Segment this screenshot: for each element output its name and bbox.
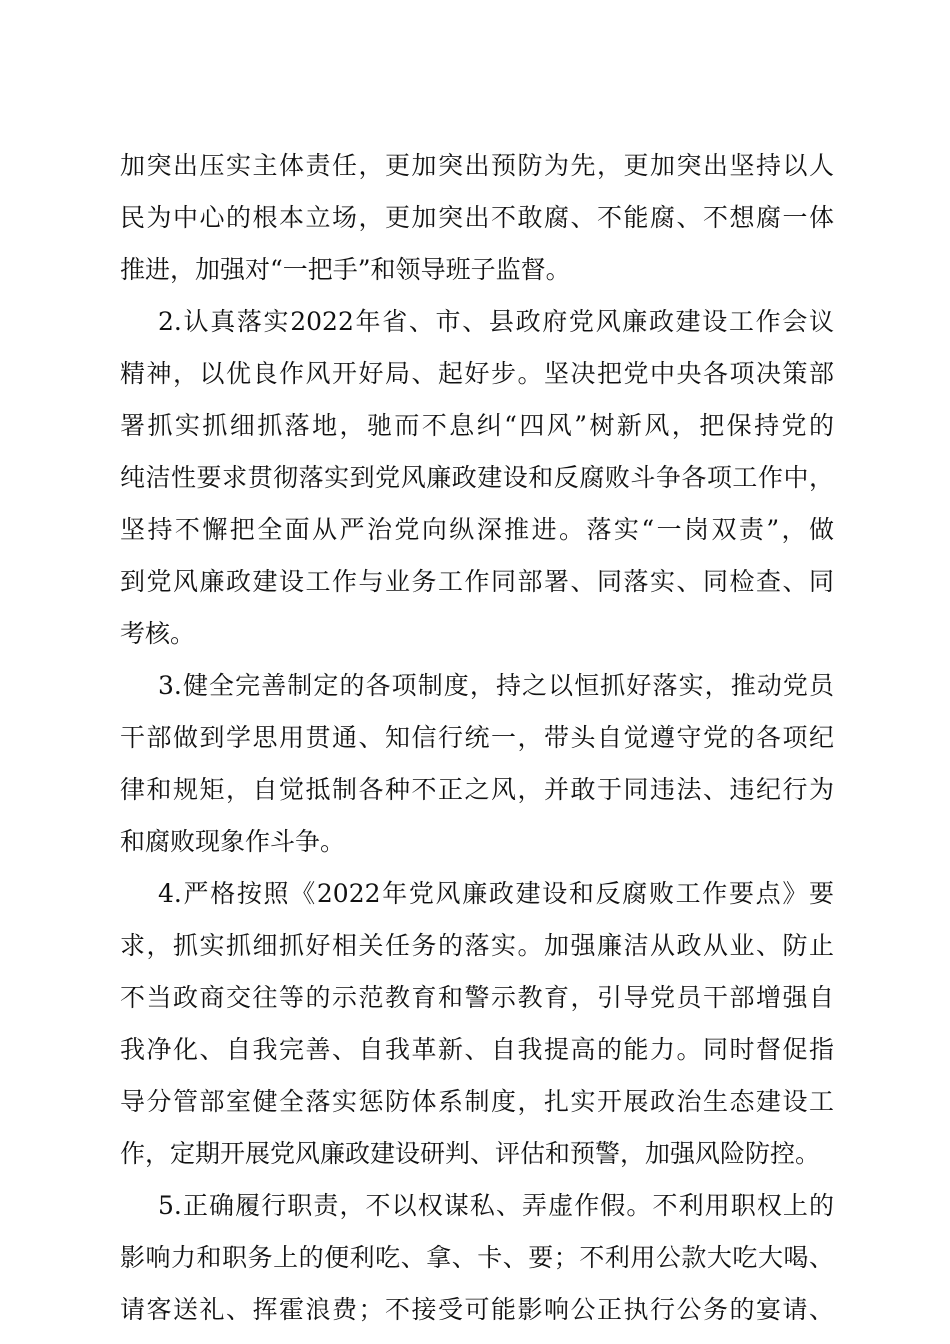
- paragraph-5: [120, 1180, 834, 1336]
- text-line: 3.健全完善制定的各项制度，持之以恒抓好落实，推动党员: [158, 671, 834, 700]
- text-line: 作，定期开展党风廉政建设研判、评估和预警，加强风险防控。: [120, 1139, 821, 1168]
- text-line: 导分管部室健全落实惩防体系制度，扎实开展政治生态建设工: [120, 1087, 834, 1116]
- text-line: 纯洁性要求贯彻落实到党风廉政建设和反腐败斗争各项工作中，: [120, 463, 834, 492]
- paragraph-3: [120, 660, 834, 868]
- text-line: 请客送礼、挥霍浪费；不接受可能影响公正执行公务的宴请、: [120, 1295, 834, 1324]
- paragraph-4: [120, 868, 834, 1180]
- paragraph-1: [120, 140, 834, 296]
- text-line: 到党风廉政建设工作与业务工作同部署、同落实、同检查、同: [120, 567, 834, 596]
- text-line: 不当政商交往等的示范教育和警示教育，引导党员干部增强自: [120, 983, 834, 1012]
- text-line: 坚持不懈把全面从严治党向纵深推进。落实“一岗双责”，做: [120, 515, 834, 544]
- text-line: 和腐败现象作斗争。: [120, 827, 346, 856]
- text-line: 我净化、自我完善、自我革新、自我提高的能力。同时督促指: [120, 1035, 834, 1064]
- text-line: 署抓实抓细抓落地，驰而不息纠“四风”树新风，把保持党的: [120, 411, 834, 440]
- text-line: 民为中心的根本立场，更加突出不敢腐、不能腐、不想腐一体: [120, 203, 834, 232]
- text-line: 精神，以优良作风开好局、起好步。坚决把党中央各项决策部: [120, 359, 834, 388]
- text-line: 4.严格按照《2022年党风廉政建设和反腐败工作要点》要: [158, 879, 834, 908]
- text-line: 律和规矩，自觉抵制各种不正之风，并敢于同违法、违纪行为: [120, 775, 834, 804]
- text-line: 5.正确履行职责，不以权谋私、弄虚作假。不利用职权上的: [158, 1191, 834, 1220]
- text-line: 推进，加强对“一把手”和领导班子监督。: [120, 255, 571, 284]
- text-line: 干部做到学思用贯通、知信行统一，带头自觉遵守党的各项纪: [120, 723, 834, 752]
- document-body: [120, 140, 834, 1336]
- text-line: 考核。: [120, 619, 196, 648]
- text-line: 影响力和职务上的便利吃、拿、卡、要；不利用公款大吃大喝、: [120, 1243, 834, 1272]
- text-line: 加突出压实主体责任，更加突出预防为先，更加突出坚持以人: [120, 151, 834, 180]
- text-line: 2.认真落实2022年省、市、县政府党风廉政建设工作会议: [158, 307, 834, 336]
- text-line: 求，抓实抓细抓好相关任务的落实。加强廉洁从政从业、防止: [120, 931, 834, 960]
- paragraph-2: [120, 296, 834, 660]
